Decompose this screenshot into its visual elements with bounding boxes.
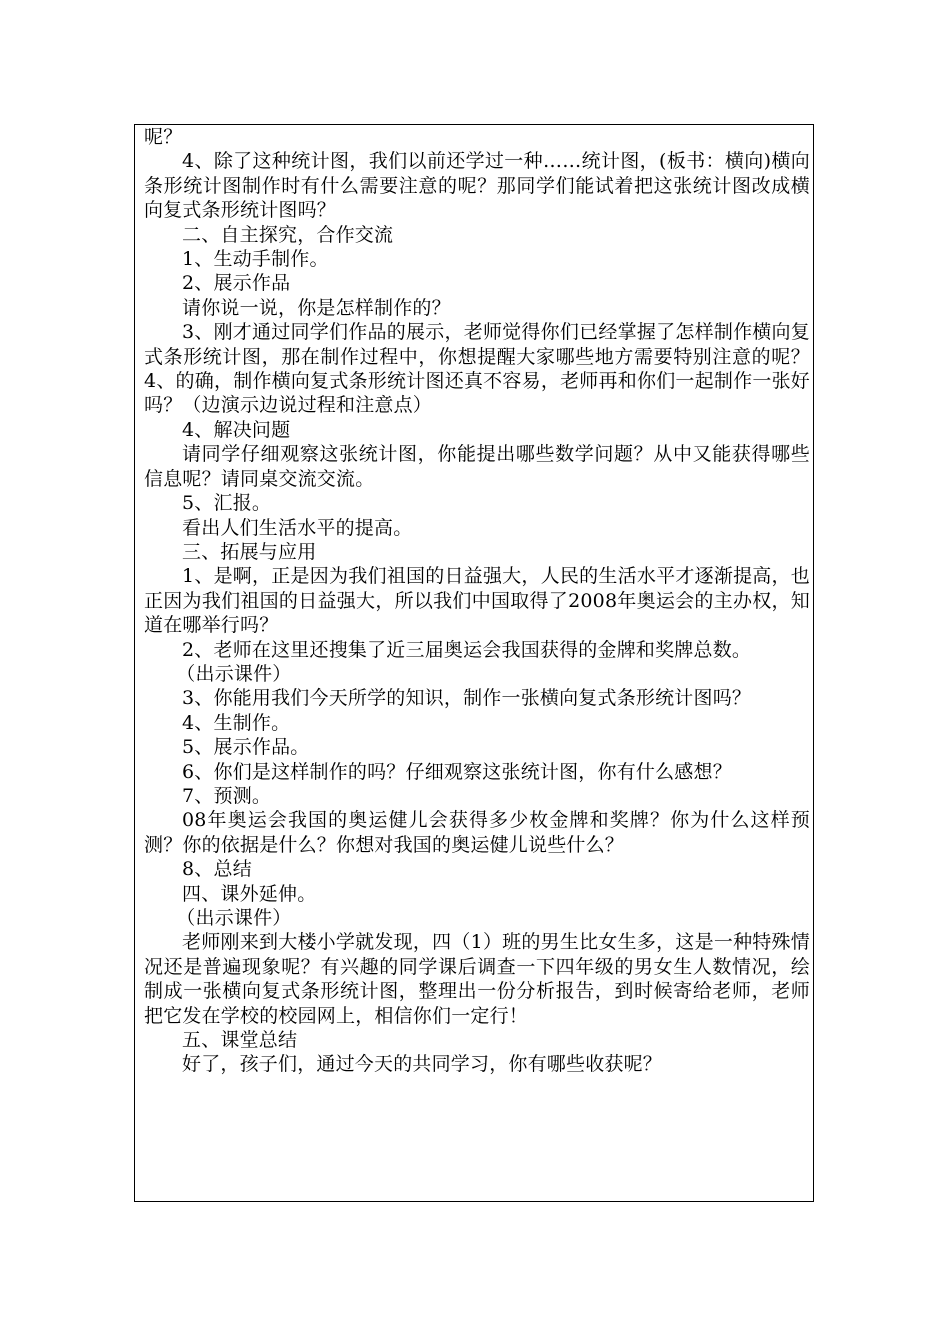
paragraph: 2、展示作品	[182, 272, 291, 295]
document-body-text	[144, 125, 810, 1077]
paragraph: 3、你能用我们今天所学的知识，制作一张横向复式条形统计图吗？	[182, 687, 752, 710]
paragraph: 2、老师在这里还搜集了近三届奥运会我国获得的金牌和奖牌总数。	[182, 638, 752, 661]
paragraph: 请你说一说，你是怎样制作的？	[182, 296, 451, 319]
paragraph: 08年奥运会我国的奥运健儿会获得多少枚金牌和奖牌？你为什么这样预测？你的依据是什么？你想对我国的奥运健儿说些什么？	[144, 809, 810, 856]
paragraph: 4、解决问题	[182, 418, 291, 441]
paragraph: 4、生制作。	[182, 711, 291, 734]
paragraph: （出示课件）	[176, 907, 292, 929]
paragraph: 1、是啊，正是因为我们祖国的日益强大，人民的生活水平才逐渐提高，也正因为我们祖国的日益强大，所以我们中国取得了2008年奥运会的主办权，知道在哪举行吗？	[144, 565, 810, 637]
paragraph: 8、总结	[182, 858, 252, 881]
paragraph: 老师刚来到大楼小学就发现，四（1）班的男生比女生多，这是一种特殊情况还是普遍现象呢？有兴趣的同学课后调查一下四年级的男女生人数情况，绘制成一张横向复式条形统计图，整理出一份分析报告，到时候寄给老师，老师把它发在学校的校园网上，相信你们一定行！	[144, 931, 810, 1027]
paragraph: 5、展示作品。	[182, 736, 310, 759]
paragraph: 3、刚才通过同学们作品的展示，老师觉得你们已经掌握了怎样制作横向复式条形统计图，那在制作过程中，你想提醒大家哪些地方需要特别注意的呢？4、的确，制作横向复式条形统计图还真不容易，老师再和你们一起制作一张好吗？（边演示边说过程和注意点）	[144, 321, 810, 417]
paragraph: 6、你们是这样制作的吗？仔细观察这张统计图，你有什么感想？	[182, 760, 732, 783]
paragraph: （出示课件）	[176, 662, 292, 685]
paragraph: 五、课堂总结	[182, 1029, 298, 1052]
paragraph: 二、自主探究，合作交流	[182, 223, 394, 246]
document-table-cell-border	[134, 124, 814, 1202]
paragraph: 看出人们生活水平的提高。	[182, 516, 413, 539]
paragraph: 7、预测。	[182, 784, 272, 807]
paragraph: 好了，孩子们，通过今天的共同学习，你有哪些收获呢？	[182, 1053, 663, 1076]
paragraph: 5、汇报。	[182, 492, 272, 515]
paragraph: 三、拓展与应用	[182, 540, 317, 563]
paragraph: 4、除了这种统计图，我们以前还学过一种……统计图，(板书：横向)横向条形统计图制作时有什么需要注意的呢？那同学们能试着把这张统计图改成横向复式条形统计图吗？	[144, 150, 810, 222]
paragraph: 呢？	[144, 126, 183, 148]
paragraph: 1、生动手制作。	[182, 248, 329, 271]
paragraph: 四、课外延伸。	[182, 882, 317, 905]
paragraph: 请同学仔细观察这张统计图，你能提出哪些数学问题？从中又能获得哪些信息呢？请同桌交流交流。	[144, 443, 810, 490]
